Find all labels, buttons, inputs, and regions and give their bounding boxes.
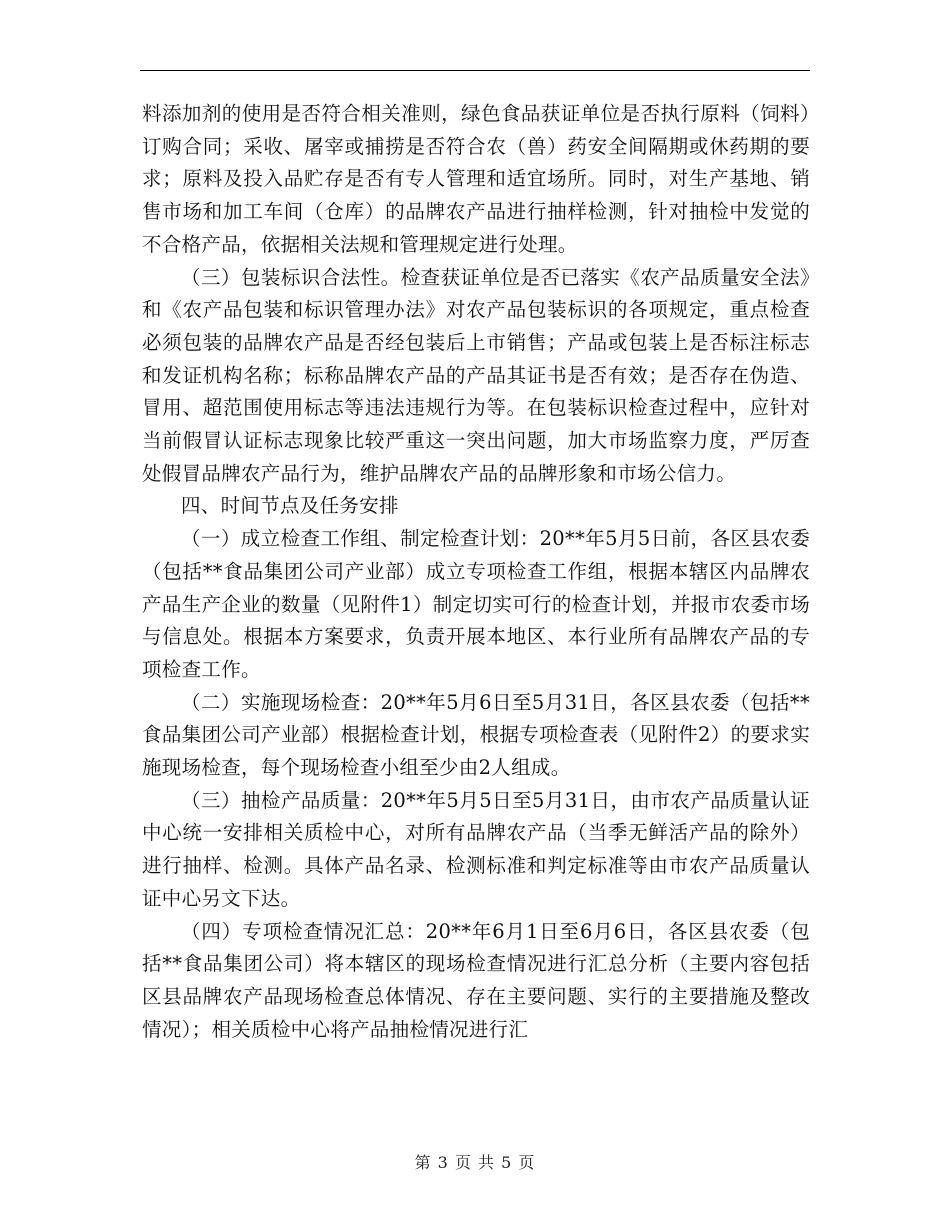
page-number-footer: 第 3 页 共 5 页 [414, 1153, 536, 1172]
paragraph-packaging-legality: （三）包装标识合法性。检查获证单位是否已落实《农产品质量安全法》和《农产品包装和标识管理办法》对农产品包装标识的各项规定，重点检查必须包装的品牌农产品是否经包装后上市销售；产品或包装上是否标注标志和发证机构名称；标称品牌农产品的产品其证书是否有效；是否存在伪造、冒用、超范围使用标志等违法违规行为等。在包装标识检查过程中，应针对当前假冒认证标志现象比较严重这一突出问题，加大市场监察力度，严厉查处假冒品牌农产品行为，维护品牌农产品的品牌形象和市场公信力。 [142, 265, 810, 485]
header-rule [140, 70, 810, 71]
paragraph-task-2: （二）实施现场检查：20**年5月6日至5月31日，各区县农委（包括**食品集团公司产业部）根据检查计划，根据专项检查表（见附件2）的要求实施现场检查，每个现场检查小组至少由2人组成。 [142, 690, 810, 780]
paragraph-continuation: 料添加剂的使用是否符合相关准则，绿色食品获证单位是否执行原料（饲料）订购合同；采收、屠宰或捕捞是否符合农（兽）药安全间隔期或休药期的要求；原料及投入品贮存是否有专人管理和适宜场所。同时，对生产基地、销售市场和加工车间（仓库）的品牌农产品进行抽样检测，针对抽检中发觉的不合格产品，依据相关法规和管理规定进行处理。 [142, 102, 810, 256]
paragraph-task-4: （四）专项检查情况汇总：20**年6月1日至6月6日，各区县农委（包括**食品集团公司）将本辖区的现场检查情况进行汇总分析（主要内容包括区县品牌农产品现场检查总体情况、存在主要问题、实行的主要措施及整改情况）；相关质检中心将产品抽检情况进行汇 [142, 919, 810, 1041]
section-heading-schedule: 四、时间节点及任务安排 [181, 494, 399, 518]
document-body [142, 98, 810, 1046]
paragraph-task-3: （三）抽检产品质量：20**年5月5日至5月31日，由市农产品质量认证中心统一安排相关质检中心，对所有品牌农产品（当季无鲜活产品的除外）进行抽样、检测。具体产品名录、检测标准和判定标准等由市农产品质量认证中心另文下达。 [142, 788, 810, 910]
paragraph-task-1: （一）成立检查工作组、制定检查计划：20**年5月5日前，各区县农委（包括**食品集团公司产业部）成立专项检查工作组，根据本辖区内品牌农产品生产企业的数量（见附件1）制定切实可行的检查计划，并报市农委市场与信息处。根据本方案要求，负责开展本地区、本行业所有品牌农产品的专项检查工作。 [142, 527, 810, 681]
